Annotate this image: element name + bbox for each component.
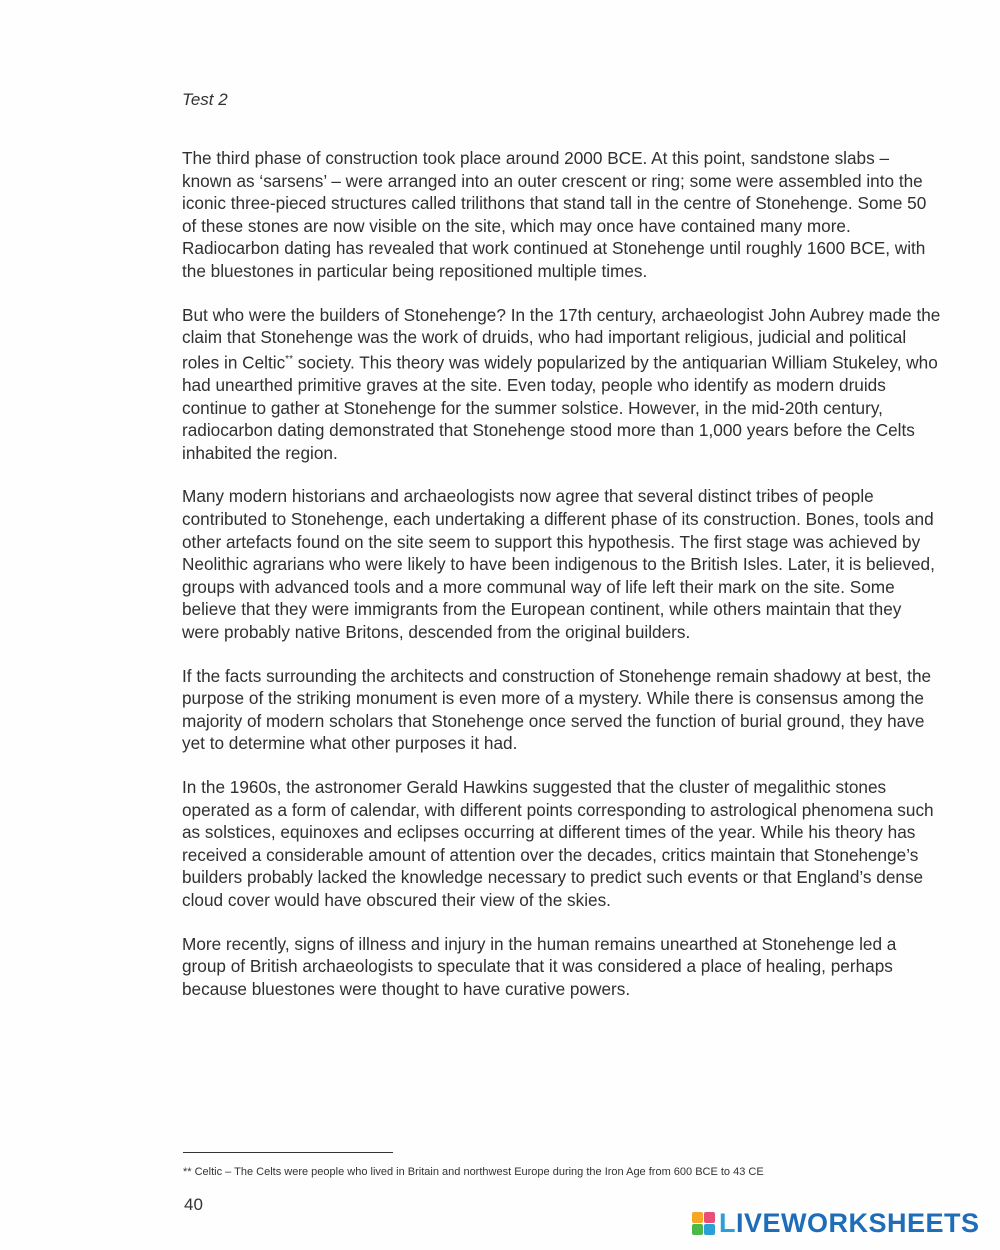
brand-first-letter: L bbox=[719, 1208, 736, 1238]
paragraph-third-phase: The third phase of construction took place around 2000 BCE. At this point, sandstone slabs – known as ‘sarsens’ – were arranged into an outer crescent or ring; some were assembled into the iconic three-pieced structures called trilithons that stand tall in the centre of Stonehenge. Some 50 of these stones are now visible on the site, which may once have contained many more. Radiocarbon dating has revealed that work continued at Stonehenge until roughly 1600 BCE, with the bluestones in particular being repositioned multiple times. bbox=[182, 148, 927, 281]
article-body bbox=[182, 147, 942, 1021]
liveworksheets-brand bbox=[692, 1210, 980, 1237]
brand-wordmark bbox=[719, 1210, 980, 1237]
logo-tile-l bbox=[692, 1212, 703, 1223]
brand-rest: IVEWORKSHEETS bbox=[736, 1208, 980, 1238]
logo-tile-e bbox=[704, 1224, 715, 1235]
paragraph-purpose: If the facts surrounding the architects and construction of Stonehenge remain shadowy at best, the purpose of the striking monument is even more of a mystery. While there is consensus among the majority of modern scholars that Stonehenge once served the function of burial ground, they have yet to determine what other purposes it had. bbox=[182, 665, 932, 754]
logo-tile-i bbox=[704, 1212, 715, 1223]
footnote-divider bbox=[183, 1152, 393, 1153]
liveworksheets-logo-icon bbox=[692, 1212, 715, 1235]
footnote-marker: ** bbox=[285, 353, 293, 365]
paragraph-builders-text-after: society. This theory was widely popularized by the antiquarian William Stukeley, who had unearthed primitive graves at the site. Even today, people who identify as modern druids continue to gather at Stonehenge for the summer solstice. However, in the mid-20th century, radiocarbon dating demonstrated that Stonehenge stood more than 1,000 years before the Celts inhabited the region. bbox=[182, 352, 938, 463]
logo-tile-v bbox=[692, 1224, 703, 1235]
paragraph-calendar: In the 1960s, the astronomer Gerald Hawkins suggested that the cluster of megalithic stones operated as a form of calendar, with different points corresponding to astrological phenomena such as solstices, equinoxes and eclipses occurring at different times of the year. While his theory has received a considerable amount of attention over the decades, critics maintain that Stonehenge’s builders probably lacked the knowledge necessary to predict such events or that England’s dense cloud cover would have obscured their view of the skies. bbox=[182, 776, 934, 910]
paragraph-builders bbox=[182, 304, 942, 465]
paragraph-tribes: Many modern historians and archaeologists now agree that several distinct tribes of people contributed to Stonehenge, each undertaking a different phase of its construction. Bones, tools and other artefacts found on the site seem to support this hypothesis. The first stage was achieved by Neolithic agrarians who were likely to have been indigenous to the British Isles. Later, it is believed, groups with advanced tools and a more communal way of life left their mark on the site. Some believe that they were immigrants from the European continent, while others maintain that they were probably native Britons, descended from the original builders. bbox=[182, 486, 935, 643]
footnote: ** Celtic – The Celts were people who lived in Britain and northwest Europe during the Iron Age from 600 BCE to 43 CE bbox=[183, 1166, 764, 1178]
page-number: 40 bbox=[184, 1195, 203, 1214]
paragraph-builders-text-before: But who were the builders of Stonehenge? In the 17th century, archaeologist John Aubrey made the claim that Stonehenge was the work of druids, who had important religious, judicial and political roles in Celtic bbox=[182, 304, 941, 373]
paragraph-healing: More recently, signs of illness and injury in the human remains unearthed at Stonehenge led a group of British archaeologists to speculate that it was considered a place of healing, perhaps because bluestones were thought to have curative powers. bbox=[182, 933, 897, 999]
page-title: Test 2 bbox=[182, 90, 228, 109]
